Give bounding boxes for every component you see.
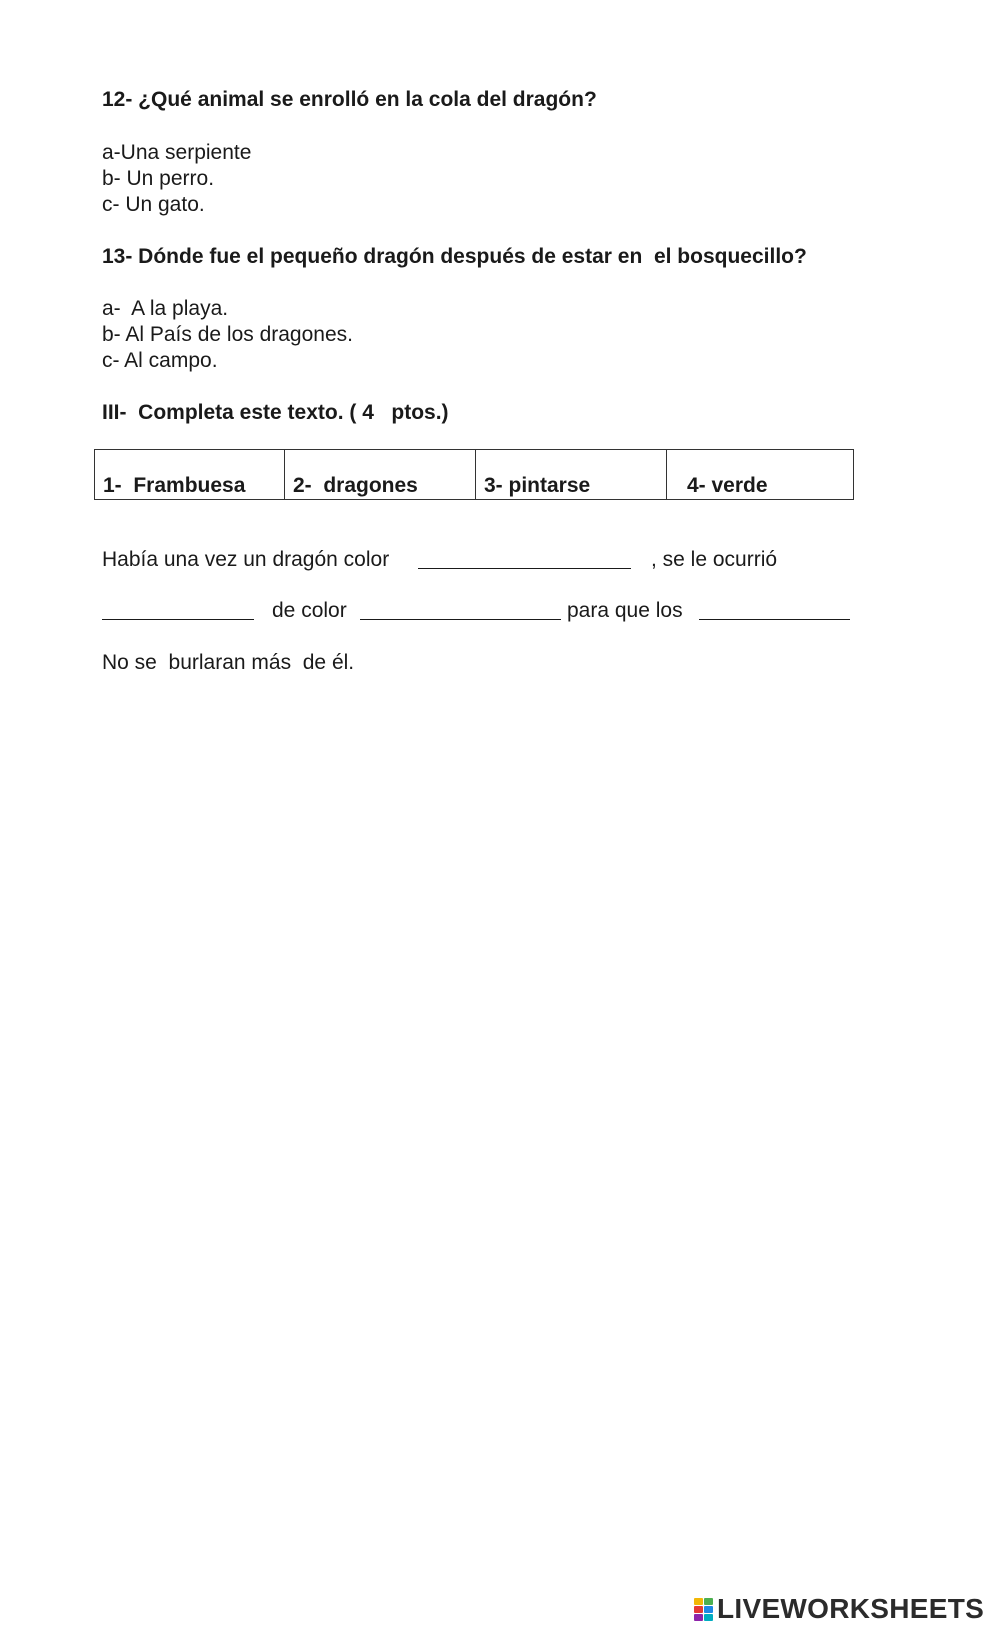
liveworksheets-logo-icon	[693, 1597, 713, 1621]
word-bank-word: 3- pintarse	[484, 474, 591, 497]
cloze-line-1-text: Había una vez un dragón color	[102, 548, 390, 571]
question-12-option-b[interactable]: b- Un perro.	[102, 167, 215, 190]
cloze-blank-3[interactable]	[360, 619, 561, 620]
word-bank-cell	[476, 450, 667, 499]
question-13-option-a[interactable]: a- A la playa.	[102, 297, 229, 320]
cloze-line-3-text: No se burlaran más de él.	[102, 651, 355, 674]
word-bank-cell	[95, 450, 285, 499]
cloze-line-2-text: de color	[272, 599, 347, 622]
question-13-option-c[interactable]: c- Al campo.	[102, 349, 218, 372]
question-12-option-c[interactable]: c- Un gato.	[102, 193, 205, 216]
word-bank-word: 1- Frambuesa	[103, 474, 246, 497]
cloze-blank-1[interactable]	[418, 568, 631, 569]
liveworksheets-logo	[693, 1594, 984, 1624]
word-bank-word: 2- dragones	[293, 474, 418, 497]
question-12-title: 12- ¿Qué animal se enrolló en la cola del dragón?	[102, 88, 597, 111]
cloze-line-2-mid: para que los	[567, 599, 683, 622]
question-12-option-a[interactable]: a-Una serpiente	[102, 141, 252, 164]
question-13-title: 13- Dónde fue el pequeño dragón después de estar en el bosquecillo?	[102, 245, 807, 268]
word-bank-table	[94, 449, 854, 500]
cloze-blank-4[interactable]	[699, 619, 850, 620]
word-bank-cell	[285, 450, 476, 499]
question-13-option-b[interactable]: b- Al País de los dragones.	[102, 323, 353, 346]
cloze-blank-2[interactable]	[102, 619, 254, 620]
section-3-title: III- Completa este texto. ( 4 ptos.)	[102, 401, 449, 424]
word-bank-word: 4- verde	[687, 474, 768, 497]
liveworksheets-logo-text: LIVEWORKSHEETS	[717, 1593, 985, 1624]
cloze-line-1-end: , se le ocurrió	[651, 548, 778, 571]
word-bank-cell	[667, 450, 853, 499]
